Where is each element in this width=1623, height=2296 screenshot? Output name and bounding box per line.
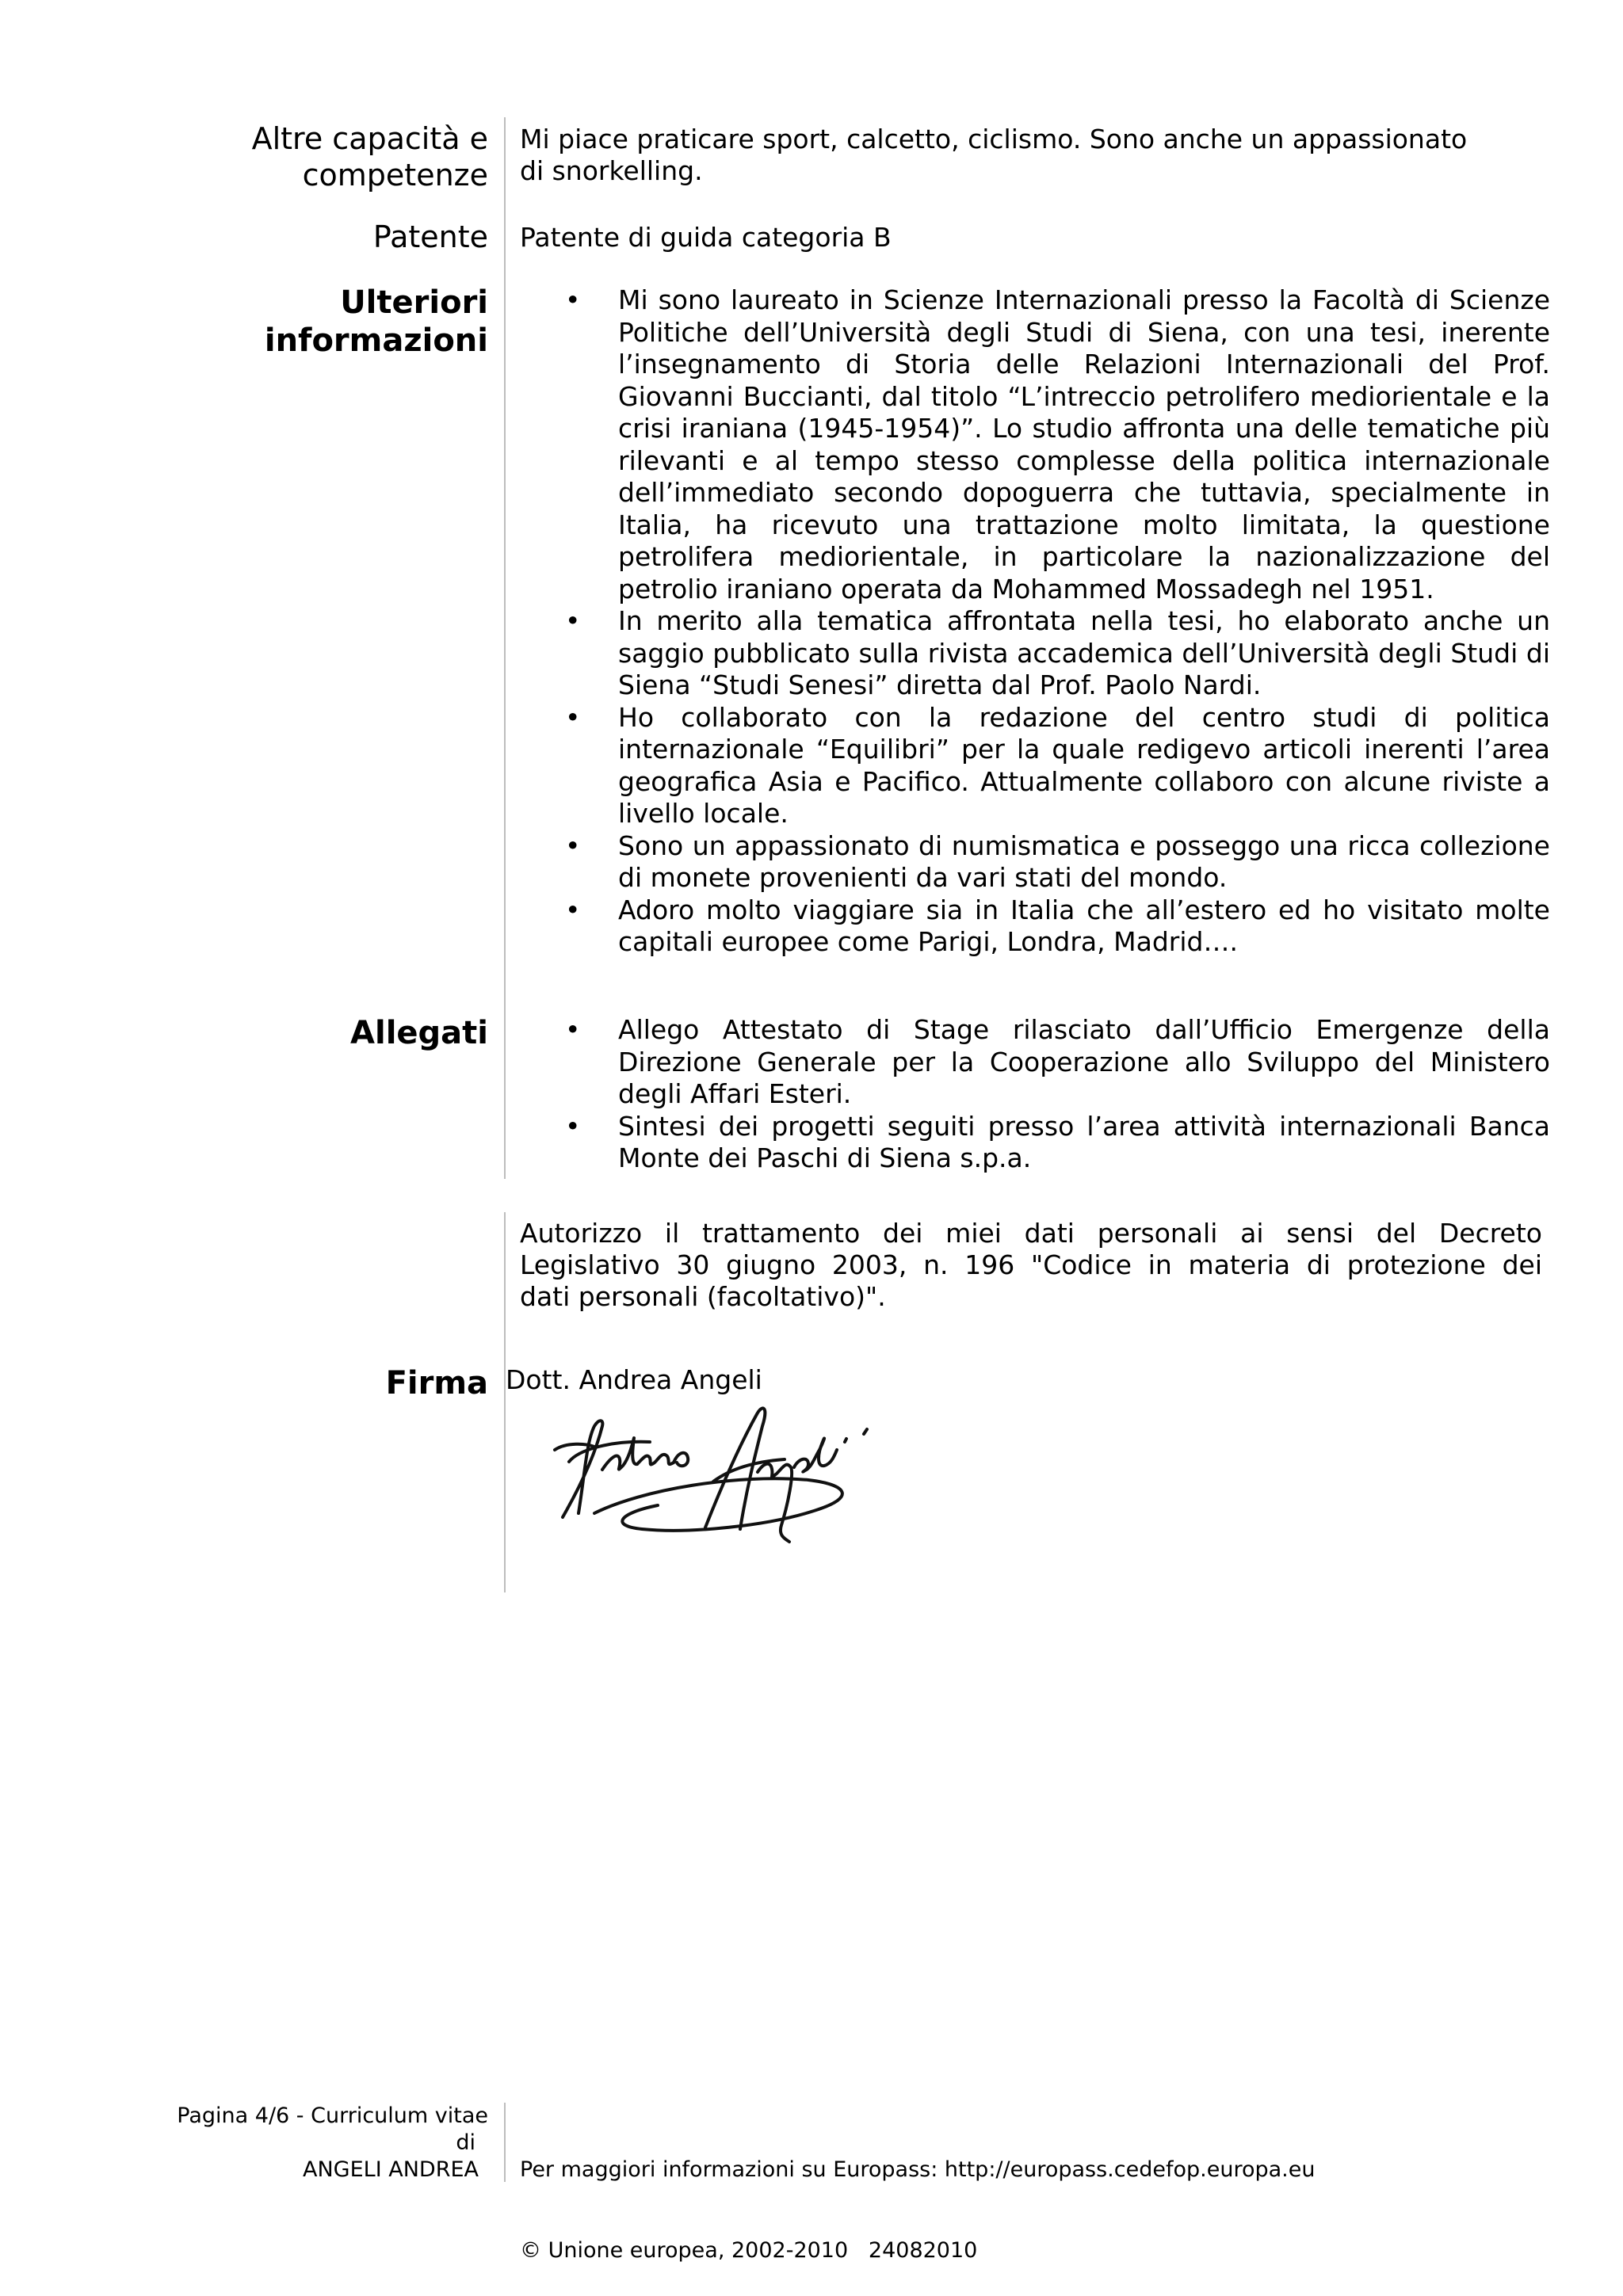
ulteriori-informazioni-list [520,284,1550,959]
footer-page-info [177,2103,488,2183]
bullet-icon: • [565,1014,581,1045]
label-firma: Firma [385,1365,488,1402]
column-divider-footer [504,2103,506,2182]
label-patente: Patente [372,219,488,254]
list-item-text: Sintesi dei progetti seguiti presso l’area attività internazionali Banca Monte dei Paschi di Siena s.p.a. [618,1110,1550,1173]
footer-europass-info [520,2103,1315,2291]
consent-line: Autorizzo il trattamento dei miei dati personali ai sensi del Decreto [520,1218,1542,1249]
consent-line: Legislativo 30 giugno 2003, n. 196 "Codice in materia di protezione dei [520,1249,1542,1280]
handwritten-signature-image [547,1394,943,1553]
bullet-icon: • [565,701,581,733]
footer-europass-link[interactable]: Per maggiori informazioni su Europass: http://europass.cedefop.europa.eu [520,2157,1316,2182]
footer-page-line: Pagina 4/6 - Curriculum vitae [177,2103,488,2128]
list-item [520,702,1550,830]
bullet-icon: • [565,605,581,636]
list-item [520,1111,1550,1175]
list-item-text: Ho collaborato con la redazione del centro studi di politica internazionale “Equilibri” per la quale redigevo articoli inerenti l’area geografica Asia e Pacifico. Attualmente collaboro con alcune riviste a livello locale. [618,701,1550,829]
patente-text: Patente di guida categoria B [520,222,892,253]
label-altre-capacita: Altre capacità e competenze [251,121,488,193]
altre-capacita-line: di snorkelling. [520,155,703,186]
list-item-text: In merito alla tematica affrontata nella tesi, ho elaborato anche un saggio pubblicato sulla rivista accademica dell’Università degli Studi di Siena “Studi Senesi” diretta dal Prof. Paolo Nardi. [618,605,1550,700]
column-divider-main [504,117,506,1179]
list-item-text: Adoro molto viaggiare sia in Italia che all’estero ed ho visitato molte capitali europee come Parigi, Londra, Madrid…. [618,894,1550,957]
consent-line: dati personali (facoltativo)". [520,1281,886,1312]
list-item [520,894,1550,959]
bullet-icon: • [565,894,581,925]
list-item [520,830,1550,894]
altre-capacita-line: Mi piace praticare sport, calcetto, ciclismo. Sono anche un appassionato [520,124,1468,154]
allegati-list [520,1014,1550,1175]
footer-page-line: ANGELI ANDREA [303,2157,479,2182]
signer-name: Dott. Andrea Angeli [506,1364,762,1395]
list-item [520,1014,1550,1111]
list-item-text: Mi sono laureato in Scienze Internazionali presso la Facoltà di Scienze Politiche dell’Università degli Studi di Siena, con una tesi, inerente l’insegnamento di Storia delle Relazioni Internazionali del Prof. Giovanni Buccianti, dal titolo “L’intreccio petrolifero mediorientale e la crisi iraniana (1945-1954)”. Lo studio affronta una delle tematiche più rilevanti e al tempo stesso complesse della politica internazionale dell’immediato secondo dopoguerra che tuttavia, specialmente in Italia, ha ricevuto una trattazione molto limitata, la questione petrolifera mediorientale, in particolare la nazionalizzazione del petrolio iraniano operata da Mohammed Mossadegh nel 1951. [618,284,1550,605]
list-item [520,605,1550,702]
bullet-icon: • [565,284,581,315]
footer-copyright: © Unione europea, 2002-2010 24082010 [520,2238,978,2263]
list-item [520,284,1550,605]
bullet-icon: • [565,830,581,861]
consent-text [520,1218,1542,1313]
column-divider-consent [504,1212,506,1592]
label-allegati: Allegati [350,1015,488,1051]
footer-page-line: di [456,2130,475,2155]
bullet-icon: • [565,1110,581,1142]
list-item-text: Sono un appassionato di numismatica e posseggo una ricca collezione di monete provenienti da vari stati del mondo. [618,830,1550,893]
label-ulteriori-informazioni: Ulteriori informazioni [264,284,488,359]
list-item-text: Allego Attestato di Stage rilasciato dall’Ufficio Emergenze della Direzione Generale per la Cooperazione allo Sviluppo del Ministero degli Affari Esteri. [618,1014,1550,1109]
altre-capacita-text [520,124,1550,187]
